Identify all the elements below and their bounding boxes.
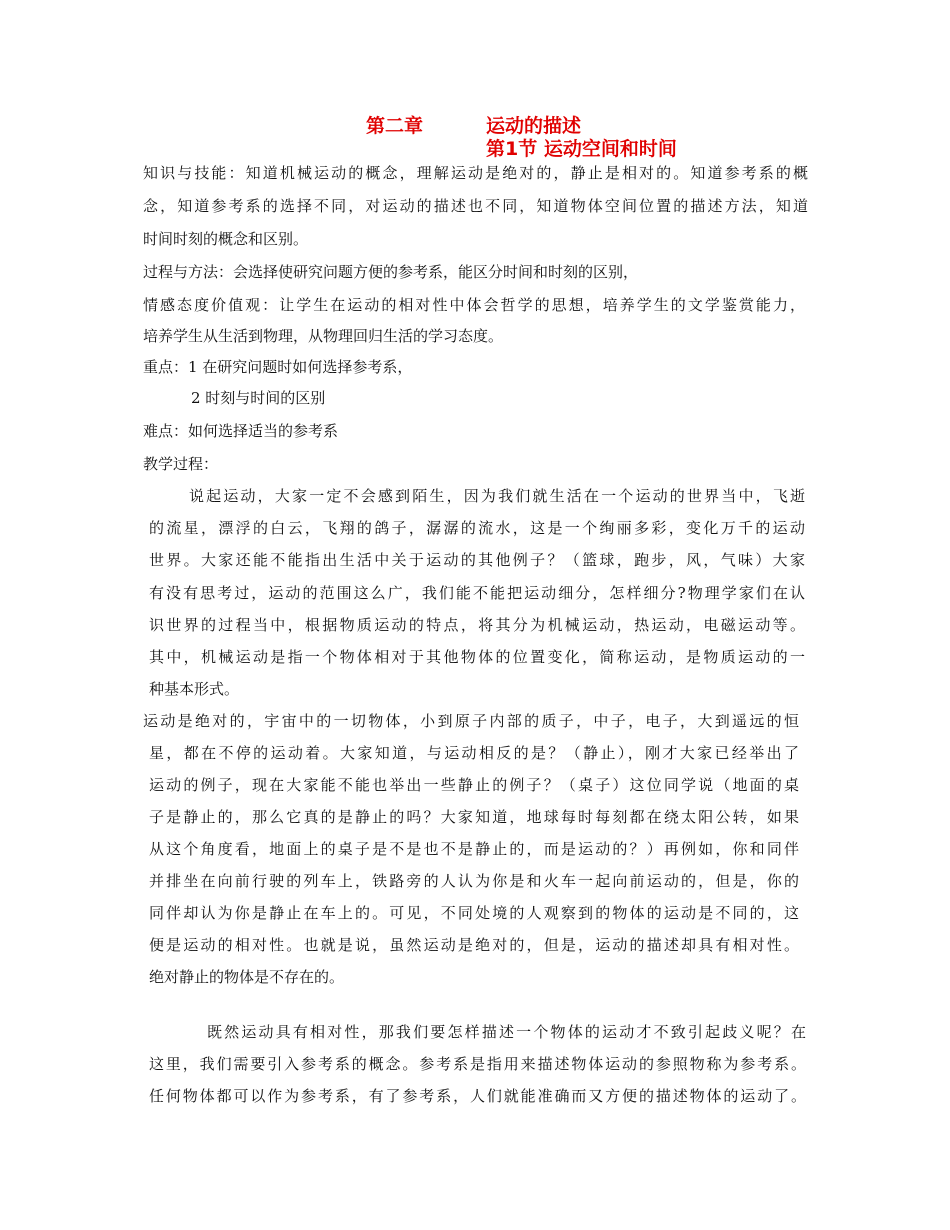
paragraph-2-line: 子是静止的，那么它真的是静止的吗？大家知道，地球每时每刻都在绕太阳公转，如果 <box>149 808 799 826</box>
key-point-2: 2 时刻与时间的区别 <box>191 389 326 407</box>
attitude-line-2: 培养学生从生活到物理，从物理回归生活的学习态度。 <box>143 327 504 345</box>
knowledge-line-3: 时间时刻的概念和区别。 <box>143 230 309 248</box>
paragraph-1-line: 识世界的过程当中，根据物质运动的特点，将其分为机械运动，热运动，电磁运动等。 <box>149 616 805 634</box>
chapter-title: 运动的描述 <box>486 115 582 137</box>
paragraph-2-line: 星，都在不停的运动着。大家知道，与运动相反的是？（静止），刚才大家已经举出了 <box>149 744 799 762</box>
chapter-number: 第二章 <box>366 115 424 137</box>
key-point-1: 重点：1 在研究问题时如何选择参考系， <box>143 358 413 376</box>
paragraph-1-line: 的流星，漂浮的白云，飞翔的鸽子，潺潺的流水，这是一个绚丽多彩，变化万千的运动 <box>149 519 805 537</box>
paragraph-1-line: 种基本形式。 <box>149 680 240 698</box>
section-title: 第1节 运动空间和时间 <box>486 138 677 160</box>
paragraph-2-line: 便是运动的相对性。也就是说，虽然运动是绝对的，但是，运动的描述却具有相对性。 <box>149 936 799 954</box>
paragraph-1-line: 说起运动，大家一定不会感到陌生，因为我们就生活在一个运动的世界当中，飞逝 <box>189 487 805 505</box>
knowledge-line-2: 念，知道参考系的选择不同，对运动的描述也不同，知道物体空间位置的描述方法，知道 <box>143 197 808 215</box>
paragraph-2-line: 从这个角度看，地面上的桌子是不是也不是静止的，而是运动的？）再例如，你和同伴 <box>149 840 799 858</box>
paragraph-2-line: 运动的例子，现在大家能不能也举出一些静止的例子？（桌子）这位同学说（地面的桌 <box>149 776 799 794</box>
paragraph-1-line: 世界。大家还能不能指出生活中关于运动的其他例子？（篮球，跑步，风，气味）大家 <box>149 551 805 569</box>
paragraph-1-line: 其中，机械运动是指一个物体相对于其他物体的位置变化，简称运动，是物质运动的一 <box>149 648 805 666</box>
paragraph-2-line: 绝对静止的物体是不存在的。 <box>149 968 345 986</box>
paragraph-3-line: 任何物体都可以作为参考系，有了参考系，人们就能准确而又方便的描述物体的运动了。 <box>149 1087 806 1105</box>
paragraph-2-line: 并排坐在向前行驶的列车上，铁路旁的人认为你是和火车一起向前运动的，但是，你的 <box>149 872 799 890</box>
paragraph-2-line: 同伴却认为你是静止在车上的。可见，不同处境的人观察到的物体的运动是不同的，这 <box>149 904 799 922</box>
paragraph-2-line: 运动是绝对的，宇宙中的一切物体，小到原子内部的质子，中子，电子，大到遥远的恒 <box>143 712 799 730</box>
difficulty-line: 难点：如何选择适当的参考系 <box>143 422 339 440</box>
paragraph-1-line: 有没有思考过，运动的范围这么广，我们能不能把运动细分，怎样细分?物理学家们在认 <box>149 584 805 602</box>
paragraph-3-line: 既然运动具有相对性，那我们要怎样描述一个物体的运动才不致引起歧义呢？在 <box>207 1023 806 1041</box>
teaching-process-label: 教学过程： <box>143 455 219 473</box>
paragraph-3-line: 这里，我们需要引入参考系的概念。参考系是指用来描述物体运动的参照物称为参考系。 <box>149 1055 806 1073</box>
knowledge-line-1: 知识与技能：知道机械运动的概念，理解运动是绝对的，静止是相对的。知道参考系的概 <box>143 164 808 182</box>
attitude-line-1: 情感态度价值观：让学生在运动的相对性中体会哲学的思想，培养学生的文学鉴赏能力， <box>143 296 805 314</box>
process-method-line: 过程与方法：会选择使研究问题方便的参考系，能区分时间和时刻的区别， <box>143 263 639 281</box>
